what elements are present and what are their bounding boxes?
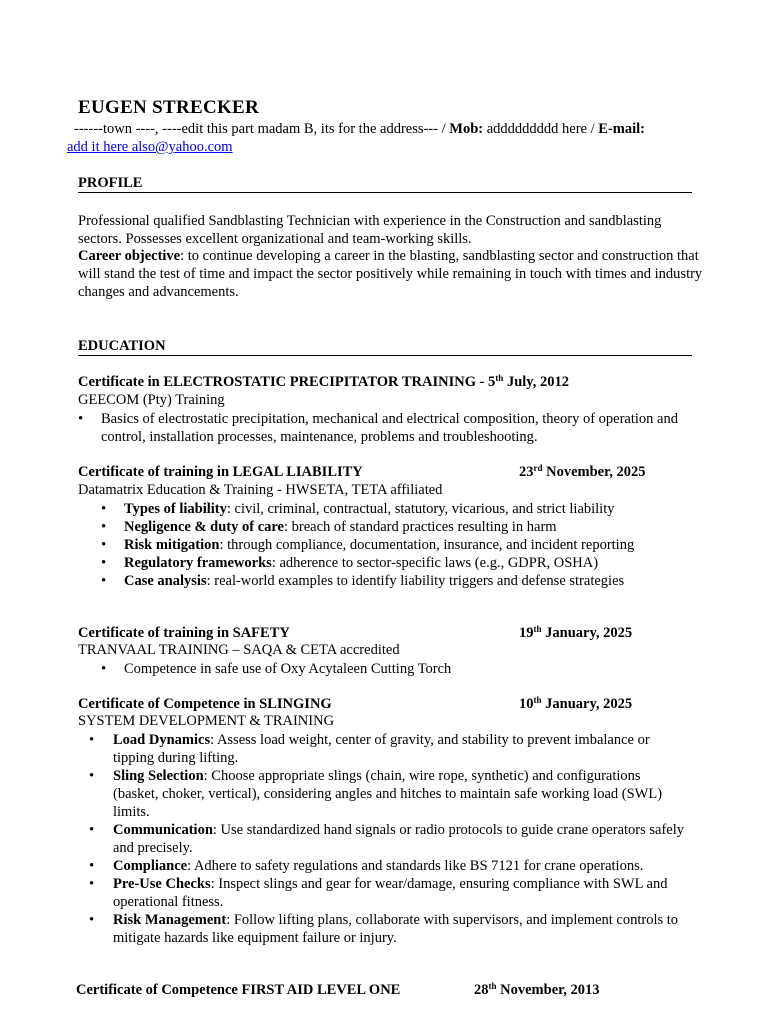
edu-date-safety: 19th January, 2025 <box>519 624 633 641</box>
objective-label: Career objective <box>78 248 181 264</box>
list-item: • Case analysis: real-world examples to identify liability triggers and defense strategies <box>101 573 625 589</box>
profile-summary: Professional qualified Sandblasting Technician with experience in the Construction and sandblasting sectors. Possesses excellent organizational and team-working skills. <box>78 213 662 247</box>
address-text: ------town ----, ----edit this part madam B, its for the address--- / <box>74 121 450 137</box>
email-link[interactable]: add it here also@yahoo.com <box>67 139 233 155</box>
list-item: • Risk Management: Follow lifting plans, collaborate with supervisors, and implement controls to mitigate hazards like equipment failure or injury. <box>89 912 679 946</box>
edu-bullets-legal <box>101 500 701 590</box>
edu-date-legal: 23rd November, 2025 <box>519 463 646 480</box>
edu-bullets-safety <box>101 660 701 678</box>
contact-line <box>74 121 645 138</box>
email-label: E-mail: <box>598 121 645 137</box>
list-item: • Sling Selection: Choose appropriate slings (chain, wire rope, synthetic) and configurations (basket, choker, vertical), considering angles and hitches to maintain safe working load (SWL) limits. <box>89 768 663 820</box>
edu-bullets-slinging <box>89 731 689 947</box>
candidate-name: EUGEN STRECKER <box>78 97 260 118</box>
list-item: • Regulatory frameworks: adherence to sector-specific laws (e.g., GDPR, OSHA) <box>101 555 599 571</box>
edu-date-slinging: 10th January, 2025 <box>519 695 633 712</box>
list-item: • Load Dynamics: Assess load weight, center of gravity, and stability to prevent imbalance or tipping during lifting. <box>89 732 650 766</box>
edu-date-first-aid: 28th November, 2013 <box>474 981 600 998</box>
list-item: • Pre-Use Checks: Inspect slings and gear for wear/damage, ensuring compliance with SWL and operational fitness. <box>89 876 668 910</box>
objective-text: : to continue developing a career in the blasting, sandblasting sector and construction that will stand the test of time and impact the sector positively while remaining in touch with times and industry changes and advancements. <box>78 248 703 300</box>
edu-provider-esp: GEECOM (Pty) Training <box>78 392 225 408</box>
mob-value: addddddddd here / <box>483 121 599 137</box>
edu-provider-slinging: SYSTEM DEVELOPMENT & TRAINING <box>78 713 335 729</box>
mob-label: Mob: <box>449 121 484 137</box>
profile-heading: PROFILE <box>78 175 692 193</box>
edu-title-legal: Certificate of training in LEGAL LIABILITY <box>78 464 363 480</box>
list-item: • Types of liability: civil, criminal, contractual, statutory, vicarious, and strict liability <box>101 501 615 517</box>
list-item: • Communication: Use standardized hand signals or radio protocols to guide crane operators safely and precisely. <box>89 822 685 856</box>
list-item: • Basics of electrostatic precipitation, mechanical and electrical composition, theory of operation and control, installation processes, maintenance, problems and troubleshooting. <box>78 411 678 445</box>
list-item: • Risk mitigation: through compliance, documentation, insurance, and incident reporting <box>101 537 635 553</box>
education-heading: EDUCATION <box>78 338 692 356</box>
edu-title-first-aid: Certificate of Competence FIRST AID LEVEL ONE <box>76 982 401 998</box>
edu-provider-legal: Datamatrix Education & Training - HWSETA, TETA affiliated <box>78 482 443 498</box>
edu-title-esp: Certificate in ELECTROSTATIC PRECIPITATOR TRAINING - 5th July, 2012 <box>78 373 569 390</box>
edu-title-safety: Certificate of training in SAFETY <box>78 625 290 641</box>
list-item: • Negligence & duty of care: breach of standard practices resulting in harm <box>101 519 557 535</box>
career-objective <box>78 247 703 301</box>
edu-bullets-esp <box>78 410 704 446</box>
list-item: • Compliance: Adhere to safety regulations and standards like BS 7121 for crane operations. <box>89 858 644 874</box>
list-item: • Competence in safe use of Oxy Acytaleen Cutting Torch <box>101 661 452 677</box>
edu-provider-safety: TRANVAAL TRAINING – SAQA & CETA accredited <box>78 642 400 658</box>
edu-title-slinging: Certificate of Competence in SLINGING <box>78 696 332 712</box>
